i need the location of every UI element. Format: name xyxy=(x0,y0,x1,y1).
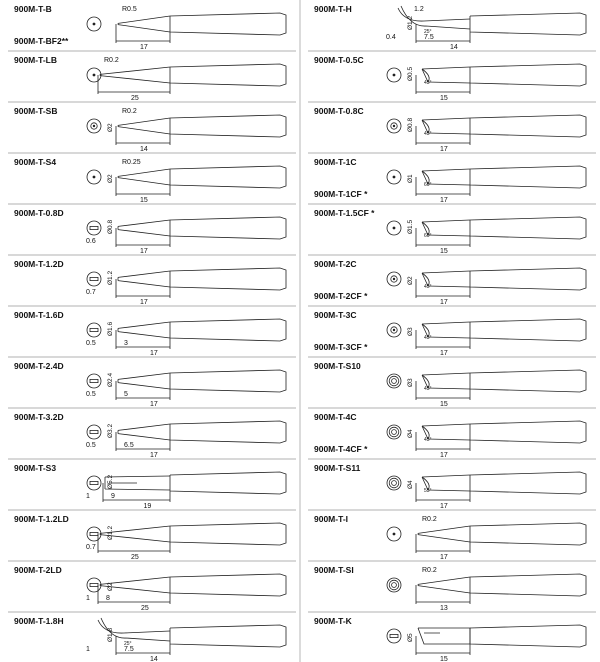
tip-model-code-alt: 900M-T-4CF * xyxy=(314,444,368,454)
tip-face-inner-ring xyxy=(392,430,397,435)
tip-face-inner-ring xyxy=(392,583,397,588)
tip-body-outline xyxy=(170,166,286,188)
tip-model-code: 900M-T-S3 xyxy=(14,463,57,473)
length-label: 7.5 xyxy=(424,34,434,41)
diameter-label: Ø0.8 xyxy=(407,117,414,132)
tip-face-point xyxy=(393,125,395,127)
tip-row-900m-t-i xyxy=(314,514,586,561)
angle-label: 45° xyxy=(424,80,432,86)
length-label: 7.5 xyxy=(124,646,134,653)
tip-row-900m-t-0.8c xyxy=(314,106,586,153)
tip-cone-profile xyxy=(118,220,170,236)
tip-model-code: 900M-T-SI xyxy=(314,565,354,575)
tip-model-code: 900M-T-2C xyxy=(314,259,357,269)
tip-row-900m-t-b xyxy=(14,4,286,51)
length-label: 15 xyxy=(140,197,148,204)
tip-model-code: 900M-T-2.4D xyxy=(14,361,64,371)
tip-body-outline xyxy=(470,64,586,86)
tip-body-outline xyxy=(470,13,586,35)
length-label: 5 xyxy=(124,391,128,398)
tip-model-code: 900M-T-LB xyxy=(14,55,57,65)
tip-face-outer-circle xyxy=(87,272,101,286)
width-label: 1 xyxy=(86,646,90,653)
diameter-label: Ø1 xyxy=(407,174,414,183)
tip-face-outer-circle xyxy=(87,374,101,388)
diameter-label: Ø1.6 xyxy=(107,321,114,336)
tip-face-slot xyxy=(90,226,98,229)
length-label: 17 xyxy=(440,146,448,153)
tip-face-inner-ring xyxy=(389,427,399,437)
tip-model-code: 900M-T-0.5C xyxy=(314,55,364,65)
tip-model-code: 900M-T-3C xyxy=(314,310,357,320)
tip-row-900m-t-sb xyxy=(14,106,286,153)
tip-face-slot xyxy=(90,277,98,280)
tip-cone-profile xyxy=(118,373,170,389)
angle-label: 45° xyxy=(424,386,432,392)
length-label: 8 xyxy=(106,595,110,602)
length-label: 25 xyxy=(131,95,139,102)
width-label: 0.7 xyxy=(86,544,96,551)
tip-model-code: 900M-T-B xyxy=(14,4,52,14)
tip-body-outline xyxy=(470,268,586,290)
tip-body-outline xyxy=(470,166,586,188)
tip-model-code-alt: 900M-T-3CF * xyxy=(314,342,368,352)
tip-face-inner-ring xyxy=(389,580,399,590)
tip-row-900m-t-si xyxy=(314,565,586,612)
diameter-label: Ø1.5 xyxy=(407,219,414,234)
tip-model-code-alt: 900M-T-1CF * xyxy=(314,189,368,199)
length-label: 19 xyxy=(143,503,152,510)
tip-face-outer-circle xyxy=(87,221,101,235)
tip-model-code: 900M-T-S4 xyxy=(14,157,57,167)
diameter-label: Ø1.2 xyxy=(407,15,414,30)
tip-model-code-alt: 900M-T-2CF * xyxy=(314,291,368,301)
diameter-label: Ø3 xyxy=(407,378,414,387)
tip-body-outline xyxy=(170,421,286,443)
tip-body-outline xyxy=(470,574,586,596)
width-label: 1 xyxy=(86,493,90,500)
tip-face-point xyxy=(393,74,396,77)
tip-cone-profile xyxy=(118,424,170,440)
tip-body-outline xyxy=(470,370,586,392)
tip-face-point xyxy=(93,23,96,26)
tip-face-slot xyxy=(90,328,98,331)
length-label: 17 xyxy=(440,299,448,306)
tip-body-outline xyxy=(470,472,586,494)
angle-label: 60° xyxy=(424,233,432,239)
tip-model-code: 900M-T-S11 xyxy=(314,463,361,473)
tip-row-900m-t-3.2d xyxy=(14,412,286,459)
length-label: 17 xyxy=(150,452,158,459)
diameter-label: Ø0.8 xyxy=(107,219,114,234)
tip-body-outline xyxy=(170,268,286,290)
tip-cone-profile xyxy=(118,169,170,185)
length-label: 15 xyxy=(440,95,448,102)
length-label: 15 xyxy=(440,248,448,255)
tip-model-code: 900M-T-1.2D xyxy=(14,259,64,269)
diameter-label: Ø2 xyxy=(107,582,114,591)
tip-row-900m-t-1.2d xyxy=(14,259,286,306)
tip-row-900m-t-1.8h xyxy=(14,616,286,662)
tip-row-900m-t-4c xyxy=(314,412,586,459)
length-label: 17 xyxy=(440,350,448,357)
tip-face-slot xyxy=(90,379,98,382)
tip-model-code: 900M-T-3.2D xyxy=(14,412,64,422)
tip-face-slot xyxy=(90,481,98,484)
tip-row-900m-t-1.6d xyxy=(14,310,286,357)
length-label: 15 xyxy=(440,656,448,662)
tip-knife-profile xyxy=(418,628,470,644)
radius-label: R0.5 xyxy=(122,6,137,13)
tip-face-point xyxy=(393,278,395,280)
width-label: 0.5 xyxy=(86,442,96,449)
tip-row-900m-t-lb xyxy=(14,55,286,102)
tip-body-outline xyxy=(170,370,286,392)
tip-row-900m-t-2.4d xyxy=(14,361,286,408)
tip-model-code: 900M-T-1.5CF * xyxy=(314,208,375,218)
angle-label: 55° xyxy=(424,488,432,494)
tip-body-outline xyxy=(470,319,586,341)
tip-model-code: 900M-T-S10 xyxy=(314,361,361,371)
tip-face-inner-ring xyxy=(389,478,399,488)
length-label: 17 xyxy=(440,452,448,459)
tip-face-outer-circle xyxy=(87,323,101,337)
tip-body-outline xyxy=(170,64,286,86)
width-label: 0.5 xyxy=(86,340,96,347)
angle-label: 45° xyxy=(424,284,432,290)
tip-face-slot xyxy=(90,532,98,535)
length-label: 17 xyxy=(140,44,148,51)
angle-label: 25° xyxy=(424,29,432,35)
length-label: 17 xyxy=(150,350,158,357)
length-label: 17 xyxy=(440,197,448,204)
length-label: 14 xyxy=(150,656,158,662)
tip-row-900m-t-1c xyxy=(314,157,586,204)
tip-model-code: 900M-T-2LD xyxy=(14,565,62,575)
diameter-label: Ø2.4 xyxy=(107,372,114,387)
tip-face-slot xyxy=(390,634,398,637)
length-label: 9 xyxy=(111,493,115,500)
tip-row-900m-t-2ld xyxy=(14,565,286,612)
length-label: 25 xyxy=(131,554,139,561)
angle-label: 25° xyxy=(124,641,132,647)
tip-row-900m-t-3c xyxy=(314,310,586,357)
tip-row-900m-t-h xyxy=(314,4,586,51)
tip-cone-profile xyxy=(100,67,170,83)
tip-cone-profile xyxy=(418,526,470,542)
length-label: 17 xyxy=(140,299,148,306)
tip-face-outer-circle xyxy=(87,578,101,592)
tip-cone-profile xyxy=(118,118,170,134)
tip-face-outer-circle xyxy=(87,527,101,541)
radius-label: R0.2 xyxy=(422,567,437,574)
diameter-label: Ø5 xyxy=(407,633,414,642)
tip-body-outline xyxy=(170,625,286,647)
length-label: 17 xyxy=(440,554,448,561)
tip-face-point xyxy=(393,329,395,331)
tip-model-code: 900M-T-1.6D xyxy=(14,310,64,320)
width-label: 0.4 xyxy=(386,34,396,41)
tip-face-outer-circle xyxy=(387,629,401,643)
tip-model-code: 900M-T-0.8C xyxy=(314,106,364,116)
diameter-label: Ø1.2 xyxy=(107,270,114,285)
tip-model-code-alt: 900M-T-BF2** xyxy=(14,36,69,46)
tip-body-outline xyxy=(470,523,586,545)
length-label: 14 xyxy=(140,146,148,153)
diameter-label: Ø5.2 xyxy=(107,474,114,489)
length-label: 17 xyxy=(150,401,158,408)
tip-face-outer-circle xyxy=(87,476,101,490)
tip-row-900m-t-1.2ld xyxy=(14,514,286,561)
tip-row-900m-t-0.8d xyxy=(14,208,286,255)
tip-face-inner-ring xyxy=(389,376,399,386)
tip-face-point xyxy=(93,176,96,179)
diameter-label: Ø4 xyxy=(407,480,414,489)
tip-cone-profile xyxy=(118,16,170,32)
tip-face-slot xyxy=(90,583,98,586)
tip-row-900m-t-0.5c xyxy=(314,55,586,102)
width-label: 0.5 xyxy=(86,391,96,398)
diameter-label: Ø2 xyxy=(107,174,114,183)
angle-label: 45° xyxy=(424,437,432,443)
tip-row-900m-t-k xyxy=(314,616,586,662)
tip-model-code: 900M-T-0.8D xyxy=(14,208,64,218)
extra-dimension-label: 1.2 xyxy=(414,6,424,13)
length-label: 6.5 xyxy=(124,442,134,449)
radius-label: R0.25 xyxy=(122,159,141,166)
tip-body-outline xyxy=(470,625,586,647)
tip-body-outline xyxy=(470,115,586,137)
tip-face-point xyxy=(393,533,396,536)
tip-model-code: 900M-T-SB xyxy=(14,106,58,116)
tip-body-outline xyxy=(170,472,286,494)
length-label: 17 xyxy=(140,248,148,255)
tip-model-code: 900M-T-I xyxy=(314,514,349,524)
tip-row-900m-t-2c xyxy=(314,259,586,306)
tip-model-code: 900M-T-1.8H xyxy=(14,616,64,626)
width-label: 0.7 xyxy=(86,289,96,296)
diameter-label: Ø2 xyxy=(407,276,414,285)
tip-body-outline xyxy=(170,523,286,545)
diameter-label: Ø0.5 xyxy=(407,66,414,81)
tip-body-outline xyxy=(170,115,286,137)
tip-body-outline xyxy=(170,574,286,596)
angle-label: 60° xyxy=(424,182,432,188)
diameter-label: Ø1.8 xyxy=(107,627,114,642)
tip-body-outline xyxy=(470,217,586,239)
diameter-label: Ø1.2 xyxy=(107,525,114,540)
tip-straight-profile xyxy=(105,476,170,490)
tip-row-900m-t-s11 xyxy=(314,463,586,510)
length-label: 3 xyxy=(124,340,128,347)
tip-body-outline xyxy=(170,13,286,35)
tip-row-900m-t-1.5cf xyxy=(314,208,586,255)
tip-model-code: 900M-T-K xyxy=(314,616,352,626)
tip-row-900m-t-s3 xyxy=(14,463,286,510)
tip-face-slot xyxy=(90,430,98,433)
radius-label: R0.2 xyxy=(104,57,119,64)
angle-label: 45° xyxy=(424,335,432,341)
tip-row-900m-t-s10 xyxy=(314,361,586,408)
angle-label: 45° xyxy=(424,131,432,137)
length-label: 15 xyxy=(440,401,448,408)
tip-face-inner-ring xyxy=(392,379,397,384)
tip-face-point xyxy=(393,176,396,179)
tip-face-point xyxy=(393,227,396,230)
tip-face-inner-ring xyxy=(392,481,397,486)
diameter-label: Ø4 xyxy=(407,429,414,438)
length-label: 17 xyxy=(440,503,448,510)
width-label: 1 xyxy=(86,595,90,602)
tip-face-outer-circle xyxy=(87,425,101,439)
tip-face-point xyxy=(93,74,96,77)
tip-model-code: 900M-T-4C xyxy=(314,412,357,422)
tip-body-outline xyxy=(170,319,286,341)
length-label: 13 xyxy=(440,605,448,612)
radius-label: R0.2 xyxy=(122,108,137,115)
diameter-label: Ø2 xyxy=(107,123,114,132)
tip-model-code: 900M-T-1C xyxy=(314,157,357,167)
radius-label: R0.2 xyxy=(422,516,437,523)
diameter-label: Ø3 xyxy=(407,327,414,336)
tip-cone-profile xyxy=(118,271,170,287)
length-label: 14 xyxy=(450,44,458,51)
tip-cone-profile xyxy=(118,322,170,338)
length-label: 25 xyxy=(141,605,149,612)
tip-model-code: 900M-T-H xyxy=(314,4,352,14)
tip-cone-profile xyxy=(418,577,470,593)
tip-body-outline xyxy=(170,217,286,239)
tip-model-code: 900M-T-1.2LD xyxy=(14,514,69,524)
width-label: 0.6 xyxy=(86,238,96,245)
tip-body-outline xyxy=(470,421,586,443)
tip-face-point xyxy=(93,125,95,127)
diameter-label: Ø3.2 xyxy=(107,423,114,438)
tip-row-900m-t-s4 xyxy=(14,157,286,204)
